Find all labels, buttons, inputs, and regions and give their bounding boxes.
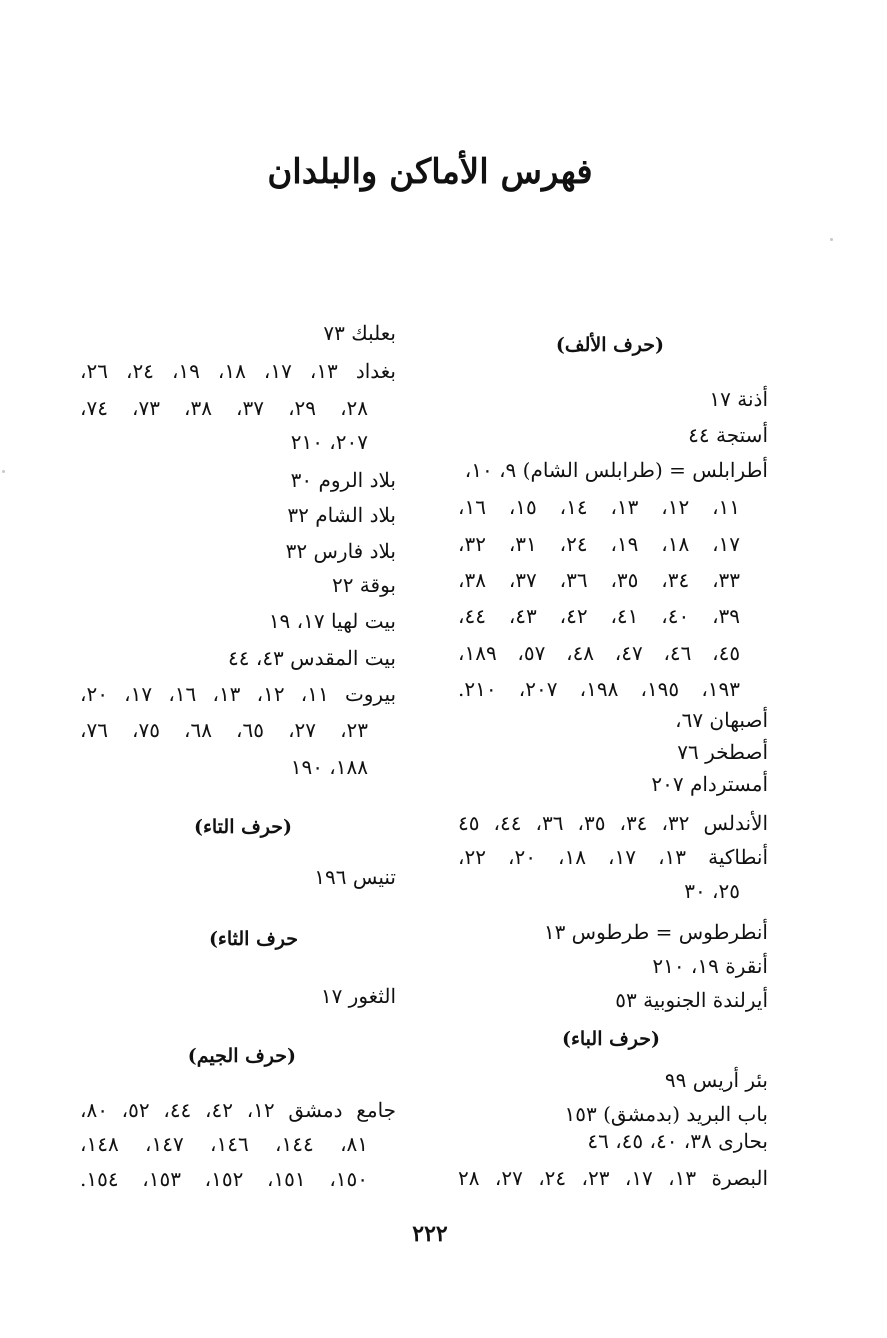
index-entry: باب البريد (بدمشق) ١٥٣: [564, 1102, 768, 1126]
index-entry-continuation: ١٩٣، ١٩٥، ١٩٨، ٢٠٧، ٢١٠.: [458, 677, 741, 701]
index-entry: بعلبك ٧٣: [323, 321, 396, 345]
index-entry-continuation: ١٧، ١٨، ١٩، ٢٤، ٣١، ٣٢،: [458, 532, 741, 556]
index-entry: أطرابلس = (طرابلس الشام) ٩، ١٠،: [464, 458, 768, 482]
index-entry-continuation: ٣٣، ٣٤، ٣٥، ٣٦، ٣٧، ٣٨،: [458, 568, 741, 592]
index-entry-continuation: ٢٥، ٣٠: [684, 879, 740, 903]
page-title: فهرس الأماكن والبلدان: [267, 152, 593, 192]
index-entry-continuation: ٣٩، ٤٠، ٤١، ٤٢، ٤٣، ٤٤،: [458, 604, 741, 628]
index-entry-continuation: ١٥٠، ١٥١، ١٥٢، ١٥٣، ١٥٤.: [80, 1167, 369, 1191]
index-entry-continuation: ١٨٨، ١٩٠: [290, 755, 368, 779]
index-entry-continuation: ٢٠٧، ٢١٠: [290, 430, 368, 454]
index-entry-continuation: ٢٣، ٢٧، ٦٥، ٦٨، ٧٥، ٧٦،: [80, 718, 369, 742]
index-entry: أيرلندة الجنوبية ٥٣: [615, 988, 768, 1012]
index-entry: البصرة ١٣، ١٧، ٢٣، ٢٤، ٢٧، ٢٨: [458, 1166, 769, 1190]
index-entry: بيت لهيا ١٧، ١٩: [268, 609, 396, 633]
index-entry: أنطرطوس = طرطوس ١٣: [543, 920, 768, 944]
index-entry: أنطاكية ١٣، ١٧، ١٨، ٢٠، ٢٢،: [458, 845, 768, 869]
index-entry-continuation: ٢٨، ٢٩، ٣٧، ٣٨، ٧٣، ٧٤،: [80, 396, 369, 420]
index-entry: أستجة ٤٤: [688, 423, 768, 447]
index-entry: بئر أريس ٩٩: [664, 1068, 768, 1092]
index-entry: أصطخر ٧٦: [677, 740, 768, 764]
index-entry-continuation: ٤٥، ٤٦، ٤٧، ٤٨، ٥٧، ١٨٩،: [458, 641, 741, 665]
page-number: ٢٢٢: [412, 1221, 448, 1247]
index-entry: بلاد الروم ٣٠: [290, 468, 396, 492]
section-heading-ta: (حرف التاء): [193, 816, 292, 838]
index-entry: بلاد الشام ٣٢: [287, 503, 396, 527]
index-entry-continuation: ٨١، ١٤٤، ١٤٦، ١٤٧، ١٤٨،: [80, 1132, 369, 1156]
section-heading-jim: (حرف الجيم): [187, 1045, 296, 1067]
index-entry: بيت المقدس ٤٣، ٤٤: [228, 646, 396, 670]
index-entry: بوقة ٢٢: [331, 573, 396, 597]
index-entry: أصبهان ٦٧،: [675, 708, 768, 732]
index-entry: أمستردام ٢٠٧: [651, 772, 768, 796]
index-entry: بلاد فارس ٣٢: [285, 539, 396, 563]
index-entry: بحارى ٣٨، ٤٠، ٤٥، ٤٦: [587, 1129, 768, 1153]
section-heading-tha: حرف الثاء): [208, 928, 298, 950]
section-heading-alif: (حرف الألف): [555, 334, 664, 356]
scan-speck: [2, 470, 5, 473]
scan-speck: [830, 238, 833, 241]
index-entry: تنيس ١٩٦: [314, 865, 396, 889]
index-entry: الثغور ١٧: [320, 984, 396, 1008]
index-entry: بغداد ١٣، ١٧، ١٨، ١٩، ٢٤، ٢٦،: [80, 359, 396, 383]
section-heading-ba: (حرف الباء): [561, 1028, 660, 1050]
index-entry: الأندلس ٣٢، ٣٤، ٣٥، ٣٦، ٤٤، ٤٥: [458, 811, 769, 835]
index-entry: جامع دمشق ١٢، ٤٢، ٤٤، ٥٢، ٨٠،: [80, 1098, 397, 1122]
index-entry-continuation: ١١، ١٢، ١٣، ١٤، ١٥، ١٦،: [458, 495, 741, 519]
index-entry: أذنة ١٧: [709, 387, 768, 411]
index-entry: أنقرة ١٩، ٢١٠: [652, 954, 768, 978]
index-entry: بيروت ١١، ١٢، ١٣، ١٦، ١٧، ٢٠،: [80, 682, 397, 706]
